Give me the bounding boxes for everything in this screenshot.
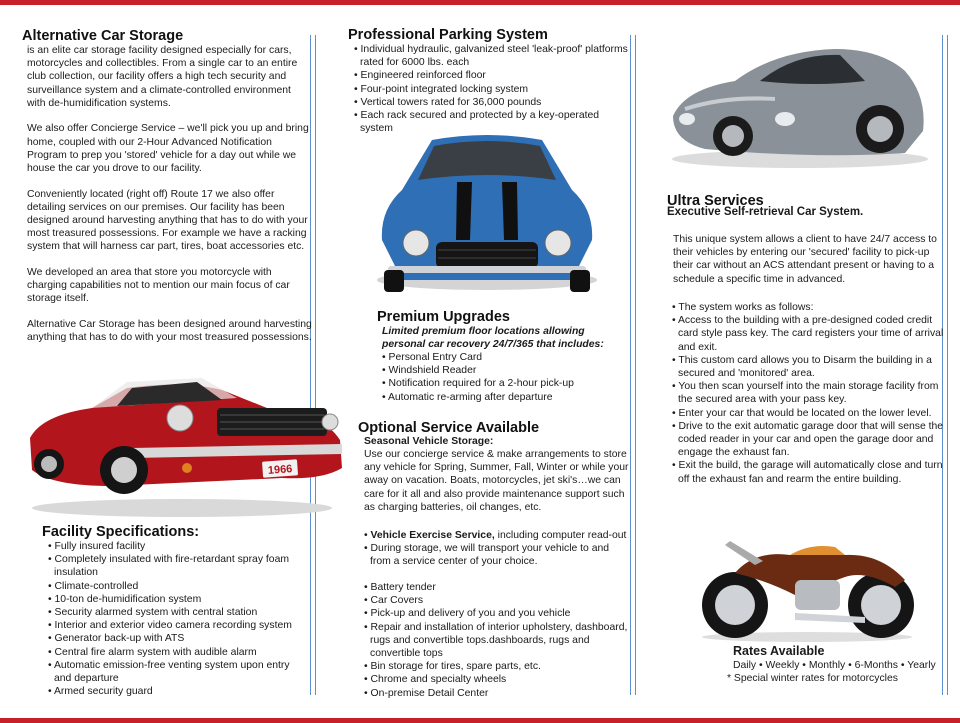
rates-options: Daily • Weekly • Monthly • 6-Months • Yearly — [733, 660, 936, 671]
ultra-item: • Access to the building with a pre-designed coded credit card style pass key. The card registers your time of arrival and exit. — [670, 314, 946, 354]
ultra-heading: Ultra Services — [667, 193, 764, 209]
parking-item: • Vertical towers rated for 36,000 pounds — [352, 96, 632, 109]
parking-list — [352, 43, 632, 135]
alt-storage-para-4: We developed an area that store you motorcycle with charging capabilities not to mention our main focus of car storage itself. — [27, 267, 290, 305]
facility-item: • Security alarmed system with central station — [46, 606, 308, 619]
facility-item: • Central fire alarm system with audible alarm — [46, 646, 308, 659]
rate-weekly: Weekly — [765, 660, 800, 671]
optional-item: • On-premise Detail Center — [362, 687, 630, 700]
blue-camaro-image — [372, 130, 602, 295]
silver-supercar-image — [665, 41, 930, 171]
optional-text: Use our concierge service & make arrangements to store any vehicle for Spring, Summer, Fall, Winter or while your away on vacation. Boats, motorcycles, jet ski's…we can care for it all and also provide maintenance support such as charging batteries, oil changes, etc. — [364, 449, 629, 513]
brochure-sheet — [0, 5, 960, 718]
parking-heading: Professional Parking System — [348, 27, 548, 43]
parking-item: • Individual hydraulic, galvanized steel 'leak-proof' platforms rated for 6000 lbs. each — [352, 43, 632, 69]
ultra-item: • Exit the build, the garage will automatically close and turn off the exhaust fan and rearm the entire building. — [670, 459, 946, 485]
rates-note: * Special winter rates for motorcycles — [727, 673, 898, 684]
panel-middle — [328, 5, 628, 718]
facility-item: • Armed security guard — [46, 685, 308, 698]
ultra-item: • Enter your car that would be located on the lower level. — [670, 407, 946, 420]
optional-item: • Car Covers — [362, 594, 630, 607]
ultra-list — [670, 301, 946, 486]
facility-heading: Facility Specifications: — [42, 524, 200, 540]
optional-heading: Optional Service Available — [358, 420, 540, 436]
rates-heading: Rates Available — [733, 644, 825, 658]
ultra-item: • The system works as follows: — [670, 301, 946, 314]
alt-storage-para-5: Alternative Car Storage has been designed around harvesting anything that has to do with your most treasured possessions. — [27, 319, 312, 344]
ultra-item: • You then scan yourself into the main storage facility from the secured area with your pass key. — [670, 380, 946, 406]
panel-left — [0, 5, 316, 718]
facility-item: • Interior and exterior video camera recording system — [46, 619, 308, 632]
optional-item: • Pick-up and delivery of you and you vehicle — [362, 607, 630, 620]
optional-item: • Chrome and specialty wheels — [362, 673, 630, 686]
alt-storage-para-1: is an elite car storage facility designed especially for cars, motorcycles and collectibles. From a single car to an entire club collection, our facility offers a high tech security and surveillance system and a climate-controlled environment with de-humidification systems. — [27, 45, 298, 109]
facility-list — [46, 540, 308, 698]
motorcycle-image — [695, 525, 920, 643]
alt-storage-para-2: We also offer Concierge Service – we'll pick you up and bring home, coupled with our 2-Hour Advanced Notification Program to prep you 'stored' vehicle for a day out while we house the car you drove to our facility. — [27, 123, 309, 175]
rate-monthly: Monthly — [808, 660, 846, 671]
premium-item: • Personal Entry Card — [380, 351, 620, 364]
optional-item: • During storage, we will transport your vehicle to and from a service center of your choice. — [362, 542, 630, 568]
exercise-text: including computer read-out — [494, 530, 627, 541]
facility-item: • Fully insured facility — [46, 540, 308, 553]
rate-yearly: Yearly — [907, 660, 936, 671]
rate-daily: Daily — [733, 660, 757, 671]
optional-item — [362, 529, 630, 542]
optional-item: • Repair and installation of interior upholstery, dashboard, rugs and convertible tops.dashboards, rugs and convertible tops — [362, 621, 630, 661]
facility-item: • 10-ton de-humidification system — [46, 593, 308, 606]
optional-item: • Bin storage for tires, spare parts, etc. — [362, 660, 630, 673]
exercise-label: Vehicle Exercise Service, — [370, 530, 495, 541]
parking-item: • Each rack secured and protected by a key-operated system — [352, 109, 632, 135]
optional-item: • Battery tender — [362, 581, 630, 594]
ultra-item: • Drive to the exit automatic garage door that will sense the coded reader in your car and open the garage door and engage the exhaust fan. — [670, 420, 946, 460]
facility-item: • Generator back-up with ATS — [46, 632, 308, 645]
red-mustang-image — [22, 360, 342, 520]
ultra-item: • This custom card allows you to Disarm the building in a secured and 'monitored' area. — [670, 354, 946, 380]
alt-storage-para-3: Conveniently located (right off) Route 17 we also offer detailing services on our premises. Our facility has been designed around harvesting anything that has to do with your most treasured possessions. For example we have a racking system that will harness car part, tires, boat accessories etc. — [27, 188, 308, 253]
parking-item: • Engineered reinforced floor — [352, 69, 632, 82]
parking-item: • Four-point integrated locking system — [352, 83, 632, 96]
license-plate: 1966 — [267, 463, 293, 477]
facility-item: • Automatic emission-free venting system upon entry and departure — [46, 659, 308, 685]
ultra-intro: This unique system allows a client to have 24/7 access to their vehicles by entering our 'secured' facility to pick-up their car without an ACS attendant present or having to a schedule a specific time in advanced. — [673, 234, 937, 285]
alt-storage-text — [27, 44, 312, 357]
rate-6-months: 6-Months — [854, 660, 898, 671]
panel-right — [640, 5, 960, 718]
optional-subheading: Seasonal Vehicle Storage: — [364, 436, 494, 447]
optional-services-list — [362, 581, 630, 700]
ultra-subheading: Executive Self-retrieval Car System. — [667, 206, 864, 218]
premium-intro: Limited premium floor locations allowing personal car recovery 24/7/365 that includes: — [382, 326, 604, 351]
premium-item: • Notification required for a 2-hour pick-up — [380, 377, 620, 390]
premium-list — [380, 351, 620, 404]
optional-exercise-list — [362, 529, 630, 569]
premium-item: • Automatic re-arming after departure — [380, 391, 620, 404]
premium-item: • Windshield Reader — [380, 364, 620, 377]
facility-item: • Completely insulated with fire-retardant spray foam insulation — [46, 553, 308, 579]
facility-item: • Climate-controlled — [46, 580, 308, 593]
alt-storage-heading: Alternative Car Storage — [22, 28, 184, 44]
premium-heading: Premium Upgrades — [377, 309, 510, 325]
